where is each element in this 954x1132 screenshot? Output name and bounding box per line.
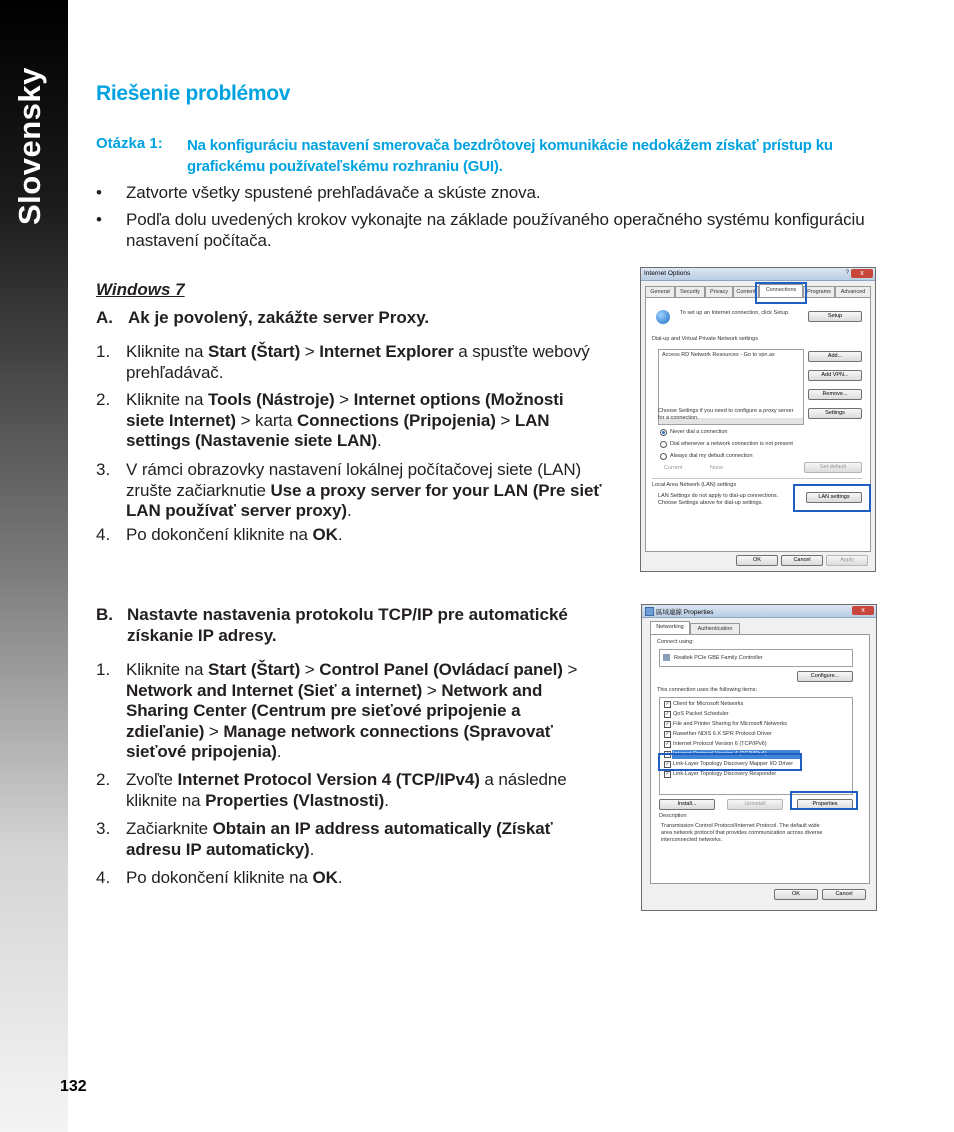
setup-text: To set up an Internet connection, click Setup. <box>680 310 790 316</box>
connections-panel <box>645 297 871 552</box>
bullet-marker: • <box>96 183 102 202</box>
dialup-label: Dial-up and Virtual Private Network settings <box>652 336 758 342</box>
step-b2: Zvoľte Internet Protocol Version 4 (TCP/IPv4) a následne kliknite na Properties (Vlastnosti). <box>126 770 567 810</box>
list-item-selected[interactable]: Internet Protocol Version 4 (TCP/IPv4) <box>673 751 767 757</box>
step-number: 4. <box>96 868 111 887</box>
language-sidebar <box>0 0 68 1132</box>
item-checkbox[interactable]: ✓ <box>665 761 670 767</box>
step-number: 4. <box>96 525 111 544</box>
step-a4: Po dokončení kliknite na OK. <box>126 525 343 544</box>
current-value: None <box>710 465 724 471</box>
tab-general[interactable]: General <box>645 286 675 298</box>
item-checkbox[interactable]: ✓ <box>665 751 670 757</box>
lan-label: Local Area Network (LAN) settings <box>652 482 737 488</box>
add-vpn-button[interactable]: Add VPN... <box>808 370 862 381</box>
step-a2: Kliknite na Tools (Nástroje) > Internet options (Možnosti siete Internet) > karta Connections (Pripojenia) > LAN settings (Nastavenie siete LAN). <box>126 390 564 450</box>
radio-never-dial-label: Never dial a connection <box>670 429 728 435</box>
section-a-letter: A. <box>96 308 113 327</box>
bullet-item: Zatvorte všetky spustené prehľadávače a skúste znova. <box>126 183 541 202</box>
question-label: Otázka 1: <box>96 135 163 152</box>
tab-content[interactable]: Content <box>733 286 759 298</box>
tab-advanced[interactable]: Advanced <box>835 286 871 298</box>
list-item[interactable]: Link-Layer Topology Discovery Responder <box>673 771 777 777</box>
connect-using-label: Connect using: <box>657 639 694 645</box>
divider <box>652 478 862 479</box>
step-number: 3. <box>96 819 111 838</box>
network-icon <box>645 607 654 616</box>
dialog-titlebar <box>642 605 876 618</box>
set-default-button[interactable]: Set default <box>804 462 862 473</box>
tab-networking[interactable]: Networking <box>650 621 690 634</box>
ok-button[interactable]: OK <box>736 555 778 566</box>
dialog-title: 區域連線 Properties <box>656 609 714 616</box>
item-checkbox[interactable]: ✓ <box>665 771 670 777</box>
item-checkbox[interactable]: ✓ <box>665 721 670 727</box>
bullet-item: Podľa dolu uvedených krokov vykonajte na základe používaného operačného systému konfiguráciu nastavení počítača. <box>126 210 865 250</box>
cancel-button[interactable]: Cancel <box>822 889 866 900</box>
properties-dialog <box>641 604 877 911</box>
question-text: Na konfiguráciu nastavení smerovača bezdrôtovej komunikácie nedokážem získať prístup ku grafickému používateľskému rozhraniu (GUI). <box>187 137 833 175</box>
highlight-ipv4-item <box>658 753 802 771</box>
properties-button[interactable]: Properties <box>797 799 853 810</box>
install-button[interactable]: Install... <box>659 799 715 810</box>
item-checkbox[interactable]: ✓ <box>665 731 670 737</box>
internet-options-dialog <box>640 267 876 572</box>
adapter-name: Realtek PCIe GBE Family Controller <box>674 655 763 661</box>
section-a-title: Ak je povolený, zakážte server Proxy. <box>128 308 430 327</box>
list-item[interactable]: Client for Microsoft Networks <box>673 701 744 707</box>
list-item[interactable]: Internet Protocol Version 6 (TCP/IPv6) <box>673 741 767 747</box>
item-checkbox[interactable]: ✓ <box>665 701 670 707</box>
configure-button[interactable]: Configure... <box>797 671 853 682</box>
list-item[interactable]: Link-Layer Topology Discovery Mapper I/O Driver <box>673 761 794 767</box>
add-button[interactable]: Add... <box>808 351 862 362</box>
list-item[interactable]: QoS Packet Scheduler <box>673 711 729 717</box>
section-b-letter: B. <box>96 605 113 624</box>
description-label: Description <box>659 813 687 819</box>
close-button[interactable]: x <box>852 606 874 615</box>
tab-connections[interactable]: Connections <box>759 284 803 297</box>
help-icon[interactable]: ? <box>845 270 849 276</box>
description-text: Transmission Control Protocol/Internet Protocol. The default wide area network protocol that provides communication across diverse interconnected networks. <box>661 823 823 843</box>
adapter-icon <box>663 654 670 661</box>
tab-privacy[interactable]: Privacy <box>705 286 733 298</box>
step-b3: Začiarknite Obtain an IP address automatically (Získať adresu IP automaticky). <box>126 819 553 859</box>
dialog-titlebar <box>641 268 875 281</box>
step-number: 1. <box>96 660 111 679</box>
radio-always-dial[interactable] <box>660 453 667 460</box>
step-number: 2. <box>96 390 111 409</box>
sidebar-language-label: Slovensky <box>12 67 47 225</box>
item-checkbox[interactable]: ✓ <box>665 741 670 747</box>
step-number: 1. <box>96 342 111 361</box>
list-item[interactable]: File and Printer Sharing for Microsoft Networks <box>673 721 788 727</box>
os-heading: Windows 7 <box>96 280 185 299</box>
dialog-title: Internet Options <box>644 270 691 277</box>
current-label: Current <box>664 465 683 471</box>
apply-button[interactable]: Apply <box>826 555 868 566</box>
step-a1: Kliknite na Start (Štart) > Internet Explorer a spusťte webový prehľadávač. <box>126 342 590 382</box>
step-b1: Kliknite na Start (Štart) > Control Panel (Ovládací panel) > Network and Internet (Sieť a internet) > Network and Sharing Center (Centrum pre sieťové pripojenie a zdieľanie) > Manage network connections (Spravovať sieťové pripojenia). <box>126 660 578 761</box>
globe-icon <box>656 310 670 324</box>
highlight-properties-button <box>790 791 858 810</box>
tab-security[interactable]: Security <box>675 286 705 298</box>
highlight-connections-tab <box>755 282 807 304</box>
bullet-marker: • <box>96 210 102 229</box>
step-number: 2. <box>96 770 111 789</box>
setup-button[interactable]: Setup <box>808 311 862 322</box>
item-checkbox[interactable]: ✓ <box>665 711 670 717</box>
step-number: 3. <box>96 460 111 479</box>
highlight-lan-settings <box>793 484 871 512</box>
radio-always-dial-label: Always dial my default connection <box>670 453 753 459</box>
adapter-box <box>659 649 853 667</box>
lan-text: LAN Settings do not apply to dial-up connections. Choose Settings above for dial-up settings. <box>658 493 779 506</box>
tab-programs[interactable]: Programs <box>803 286 835 298</box>
radio-dial-whenever[interactable] <box>660 441 667 448</box>
uninstall-button[interactable]: Uninstall <box>727 799 783 810</box>
dialup-list-item[interactable]: Access RD Network Resources - Go to vpn.as <box>662 352 775 358</box>
lan-settings-button[interactable]: LAN settings <box>806 492 862 503</box>
settings-button[interactable]: Settings <box>808 408 862 419</box>
step-b4: Po dokončení kliknite na OK. <box>126 868 343 887</box>
cancel-button[interactable]: Cancel <box>781 555 823 566</box>
remove-button[interactable]: Remove... <box>808 389 862 400</box>
radio-never-dial[interactable] <box>660 429 667 436</box>
radio-dial-whenever-label: Dial whenever a network connection is not present <box>670 441 793 447</box>
tab-authentication[interactable]: Authentication <box>690 623 740 635</box>
proxy-text: Choose Settings if you need to configure a proxy server for a connection. <box>658 408 794 421</box>
items-list[interactable] <box>659 697 853 795</box>
items-label: This connection uses the following items: <box>657 687 757 693</box>
section-b-title: Nastavte nastavenia protokolu TCP/IP pre automatické získanie IP adresy. <box>127 605 568 645</box>
close-button[interactable]: x <box>851 269 873 278</box>
ok-button[interactable]: OK <box>774 889 818 900</box>
list-item[interactable]: Rawether NDIS 6.X SPR Protocol Driver <box>673 731 772 737</box>
section-title: Riešenie problémov <box>96 82 291 105</box>
step-a3: V rámci obrazovky nastavení lokálnej počítačovej siete (LAN) zrušte začiarknutie Use a proxy server for your LAN (Pre sieť LAN používať server proxy). <box>126 460 602 520</box>
page-number: 132 <box>60 1078 87 1095</box>
